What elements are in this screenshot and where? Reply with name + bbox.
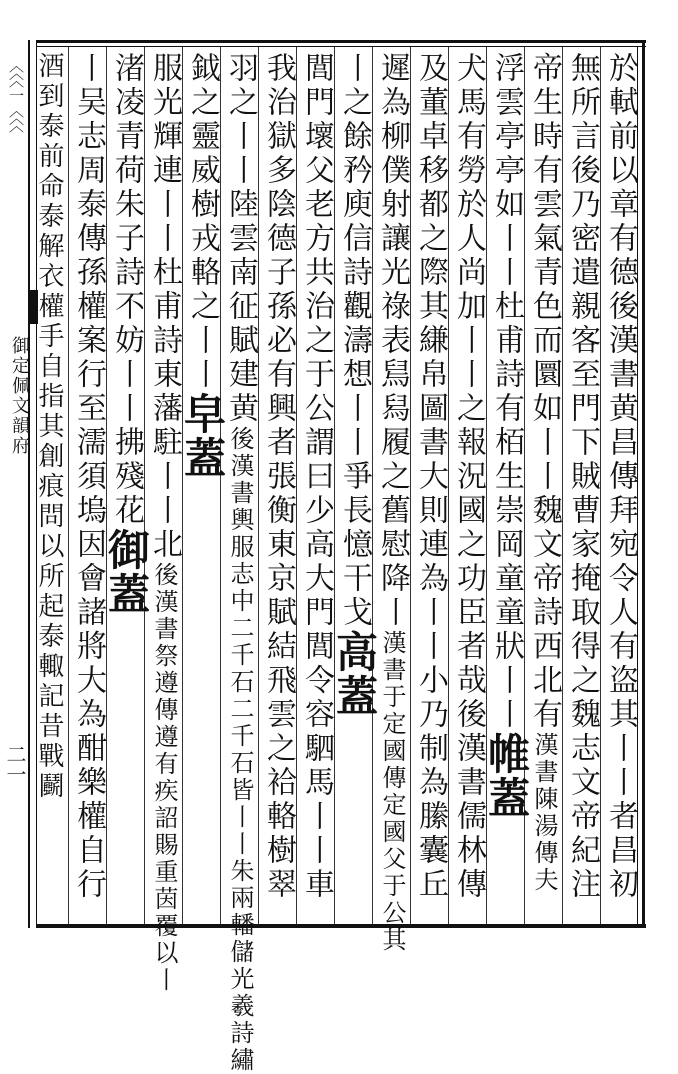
text-column-12 (178, 52, 227, 922)
headword-gao-gai: 高蓋 (330, 630, 379, 718)
text-column-4 (482, 52, 531, 922)
column-text: 鉞之靈威樹戎輅之丨丨 (185, 52, 220, 392)
column-text: 羽之丨丨陸雲南征賦建黄 (223, 52, 258, 426)
column-text: 遲為柳僕射讓光祿表舃舄履之舊慰降丨 (375, 52, 410, 630)
headword-note: 後漢書祭遵傳遵有疾詔賜重茵覆以丨 (150, 562, 178, 994)
column-text: 服光輝連丨丨杜甫詩東藩駐丨丨北 (147, 52, 182, 562)
headword-zao-gai: 皁蓋 (178, 392, 227, 480)
frame-right-border (642, 40, 645, 928)
text-column-7 (373, 52, 411, 954)
text-column-11 (221, 52, 259, 1074)
headword-note: 後漢書輿服志中二千石二千石皆丨丨朱兩轓儲光羲詩繡 (226, 426, 254, 1074)
frame-top-inner-border (36, 46, 646, 47)
text-column-2: 無所言後乃密遣親客至門下賊曹家掩取得之魏志文帝紀注 (565, 52, 600, 902)
text-column-10: 我治獄多陰德子孫必有興者張衡東京賦結飛雲之袷輅樹翠 (261, 52, 296, 902)
column-text: 丨之餘矜庾信詩觀濤想丨丨爭長憶干戈 (337, 52, 372, 630)
text-column-9: 閭門壞父老方共治之于公謂曰少高大門閭令容駟馬丨丨車 (299, 52, 334, 902)
column-text: 渚凌青荷朱子詩不妨丨丨拂殘花 (109, 52, 144, 528)
text-column-14 (102, 52, 151, 922)
headword-yu-gai: 御蓋 (102, 528, 151, 616)
text-column-13 (145, 52, 183, 994)
margin-top-marks: 〈〈〈一〈〈〈 (7, 58, 25, 133)
text-column-8 (330, 52, 379, 922)
margin-book-title: 御定佩文韻府 (9, 336, 30, 456)
text-column-5: 犬馬有勞於人尚加丨丨之報況國之功臣者哉後漢書儒林傳 (451, 52, 486, 902)
column-text: 浮雲亭亭如丨丨杜甫詩有栢生崇岡童童狀丨丨 (489, 52, 524, 732)
column-text: 帝生時有雲氣青色而圜如丨丨魏文帝詩西北有 (527, 52, 562, 732)
text-column-16: 酒到泰前命泰解衣權手自指其創痕問以所起泰輙記昔戰鬬 (34, 52, 64, 802)
headword-wei-gai: 帷蓋 (482, 732, 531, 820)
frame-bottom-border (36, 924, 646, 928)
frame-top-border (36, 40, 646, 43)
headword-note: 漢書于定國傳定國父于公其 (378, 630, 406, 954)
margin-page-number: 二一 (3, 744, 27, 784)
text-column-1: 於軾前以章有德後漢書黄昌傳拜宛令人有盗其丨丨者昌初 (603, 52, 638, 902)
text-column-15: 丨吴志周泰傳孫權案行至濡須塢因會諸將大為酣樂權自行 (71, 52, 106, 902)
headword-note: 漢書陳湯傳夫 (530, 732, 558, 894)
text-column-6: 及董卓移都之際其縑帛圖書大則連為丨丨小乃制為縢囊丘 (413, 52, 448, 902)
